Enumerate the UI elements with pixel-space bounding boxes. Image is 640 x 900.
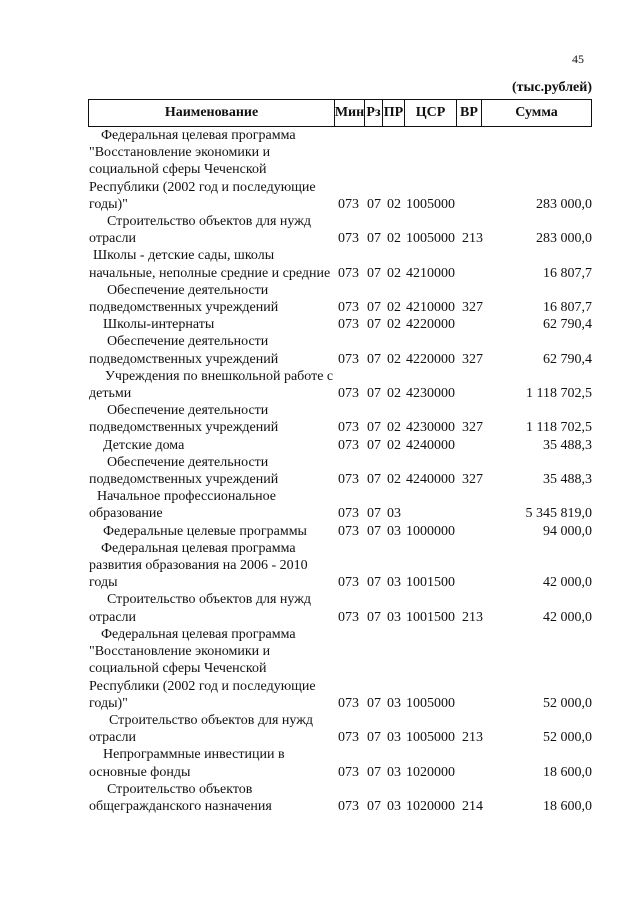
row-rz: 07 [367, 386, 381, 402]
row-name: Школы-интернаты [103, 317, 215, 333]
row-name: Федеральная целевая программа "Восстановление экономики и социальной сферы Чеченской Республики (2002 год и последующие годы)" [89, 626, 316, 711]
row-name: Обеспечение деятельности подведомственных учреждений [89, 334, 279, 367]
row-csr: 1001500 [406, 609, 455, 625]
row-name: Школы - детские сады, школы начальные, неполные средние и средние [89, 248, 331, 281]
row-min: 073 [338, 231, 359, 247]
row-min: 073 [338, 472, 359, 488]
table-row [0, 316, 640, 333]
row-rz: 07 [367, 300, 381, 316]
table-body [0, 127, 640, 815]
table-row [0, 282, 640, 316]
row-sum: 62 790,4 [543, 351, 592, 367]
row-name: Строительство объектов для нужд отрасли [89, 214, 312, 247]
row-csr: 4230000 [406, 420, 455, 436]
row-pr: 02 [387, 351, 401, 367]
row-pr: 03 [387, 798, 401, 814]
row-min: 073 [338, 386, 359, 402]
table-row [0, 213, 640, 247]
row-pr: 02 [387, 420, 401, 436]
row-rz: 07 [367, 196, 381, 212]
row-min: 073 [338, 506, 359, 522]
row-pr: 03 [387, 523, 401, 539]
row-sum: 16 807,7 [543, 265, 592, 281]
row-pr: 03 [387, 506, 401, 522]
row-min: 073 [338, 609, 359, 625]
row-sum: 5 345 819,0 [525, 506, 592, 522]
row-name: Обеспечение деятельности подведомственных учреждений [89, 403, 279, 436]
row-sum: 52 000,0 [543, 695, 592, 711]
row-name: Начальное профессиональное образование [89, 489, 277, 522]
page-number: 45 [572, 52, 584, 66]
row-name: Обеспечение деятельности подведомственных учреждений [89, 282, 279, 316]
table-row [0, 591, 640, 625]
row-pr: 02 [387, 472, 401, 488]
row-sum: 35 488,3 [543, 437, 592, 453]
row-csr: 1005000 [406, 196, 455, 212]
row-sum: 18 600,0 [543, 798, 592, 814]
header-pr: ПР [382, 99, 404, 127]
row-rz: 07 [367, 764, 381, 780]
row-name: Федеральная целевая программа развития образования на 2006 - 2010 годы [89, 540, 308, 591]
row-min: 073 [338, 575, 359, 591]
row-vr: 213 [462, 730, 483, 746]
table-row [0, 523, 640, 540]
row-sum: 16 807,7 [543, 300, 592, 316]
row-sum: 35 488,3 [543, 472, 592, 488]
row-csr: 1020000 [406, 798, 455, 814]
row-min: 073 [338, 351, 359, 367]
row-pr: 03 [387, 695, 401, 711]
row-name: Строительство объектов для нужд отрасли [89, 712, 314, 746]
row-name: Строительство объектов общегражданского назначения [89, 781, 272, 814]
table-row [0, 368, 640, 402]
header-sum: Сумма [481, 99, 592, 127]
row-sum: 18 600,0 [543, 764, 592, 780]
row-min: 073 [338, 764, 359, 780]
row-min: 073 [338, 420, 359, 436]
row-csr: 1001500 [406, 575, 455, 591]
row-min: 073 [338, 300, 359, 316]
table-row [0, 247, 640, 281]
row-name: Детские дома [103, 437, 185, 453]
row-pr: 02 [387, 317, 401, 333]
table-row [0, 626, 640, 712]
row-vr: 213 [462, 609, 483, 625]
row-rz: 07 [367, 472, 381, 488]
row-min: 073 [338, 523, 359, 539]
row-name: Федеральные целевые программы [103, 523, 307, 539]
row-pr: 03 [387, 575, 401, 591]
row-csr: 4220000 [406, 351, 455, 367]
row-csr: 1000000 [406, 523, 455, 539]
row-rz: 07 [367, 798, 381, 814]
row-csr: 4240000 [406, 472, 455, 488]
table-row [0, 540, 640, 592]
header-name: Наименование [88, 99, 334, 127]
row-rz: 07 [367, 351, 381, 367]
row-rz: 07 [367, 265, 381, 281]
row-csr: 1005000 [406, 231, 455, 247]
row-csr: 1020000 [406, 764, 455, 780]
row-vr: 327 [462, 300, 483, 316]
row-rz: 07 [367, 523, 381, 539]
row-sum: 42 000,0 [543, 609, 592, 625]
table-row [0, 781, 640, 815]
row-name: Обеспечение деятельности подведомственных учреждений [89, 454, 279, 488]
table-row [0, 746, 640, 780]
row-name: Учреждения по внешкольной работе с детьми [89, 368, 334, 402]
table-row [0, 127, 640, 213]
table-row [0, 437, 640, 454]
row-rz: 07 [367, 575, 381, 591]
row-min: 073 [338, 317, 359, 333]
row-sum: 1 118 702,5 [526, 420, 592, 436]
row-sum: 283 000,0 [536, 196, 592, 212]
row-name: Строительство объектов для нужд отрасли [89, 592, 312, 625]
table-row [0, 333, 640, 367]
row-rz: 07 [367, 317, 381, 333]
header-rz: Рз [364, 99, 382, 127]
table-row [0, 712, 640, 746]
row-csr: 4230000 [406, 386, 455, 402]
row-rz: 07 [367, 420, 381, 436]
row-min: 073 [338, 437, 359, 453]
row-pr: 03 [387, 764, 401, 780]
row-pr: 02 [387, 231, 401, 247]
row-vr: 327 [462, 351, 483, 367]
header-vr: ВР [456, 99, 481, 127]
header-csr: ЦСР [404, 99, 456, 127]
row-min: 073 [338, 265, 359, 281]
row-rz: 07 [367, 695, 381, 711]
row-rz: 07 [367, 231, 381, 247]
row-min: 073 [338, 695, 359, 711]
row-vr: 327 [462, 420, 483, 436]
row-sum: 52 000,0 [543, 730, 592, 746]
row-csr: 4240000 [406, 437, 455, 453]
row-pr: 02 [387, 437, 401, 453]
row-pr: 02 [387, 386, 401, 402]
row-name: Федеральная целевая программа "Восстановление экономики и социальной сферы Чеченской Республики (2002 год и последующие годы)" [89, 128, 316, 212]
table-row [0, 402, 640, 436]
row-sum: 283 000,0 [536, 231, 592, 247]
table-row [0, 488, 640, 522]
row-rz: 07 [367, 506, 381, 522]
row-vr: 327 [462, 472, 483, 488]
row-pr: 02 [387, 196, 401, 212]
row-name: Непрограммные инвестиции в основные фонды [89, 747, 285, 780]
header-min: Мин [334, 99, 364, 127]
units-label: (тыс.рублей) [511, 80, 592, 95]
row-csr: 1005000 [406, 695, 455, 711]
row-csr: 1005000 [406, 730, 455, 746]
row-rz: 07 [367, 730, 381, 746]
row-sum: 1 118 702,5 [526, 386, 592, 402]
row-pr: 02 [387, 300, 401, 316]
row-pr: 02 [387, 265, 401, 281]
row-rz: 07 [367, 609, 381, 625]
row-min: 073 [338, 730, 359, 746]
row-min: 073 [338, 798, 359, 814]
row-csr: 4210000 [406, 265, 455, 281]
row-rz: 07 [367, 437, 381, 453]
table-row [0, 454, 640, 488]
row-min: 073 [338, 196, 359, 212]
row-vr: 213 [462, 231, 483, 247]
row-vr: 214 [462, 798, 483, 814]
row-sum: 94 000,0 [543, 523, 592, 539]
row-pr: 03 [387, 730, 401, 746]
row-sum: 62 790,4 [543, 317, 592, 333]
row-pr: 03 [387, 609, 401, 625]
row-csr: 4220000 [406, 317, 455, 333]
row-csr: 4210000 [406, 300, 455, 316]
row-sum: 42 000,0 [543, 575, 592, 591]
